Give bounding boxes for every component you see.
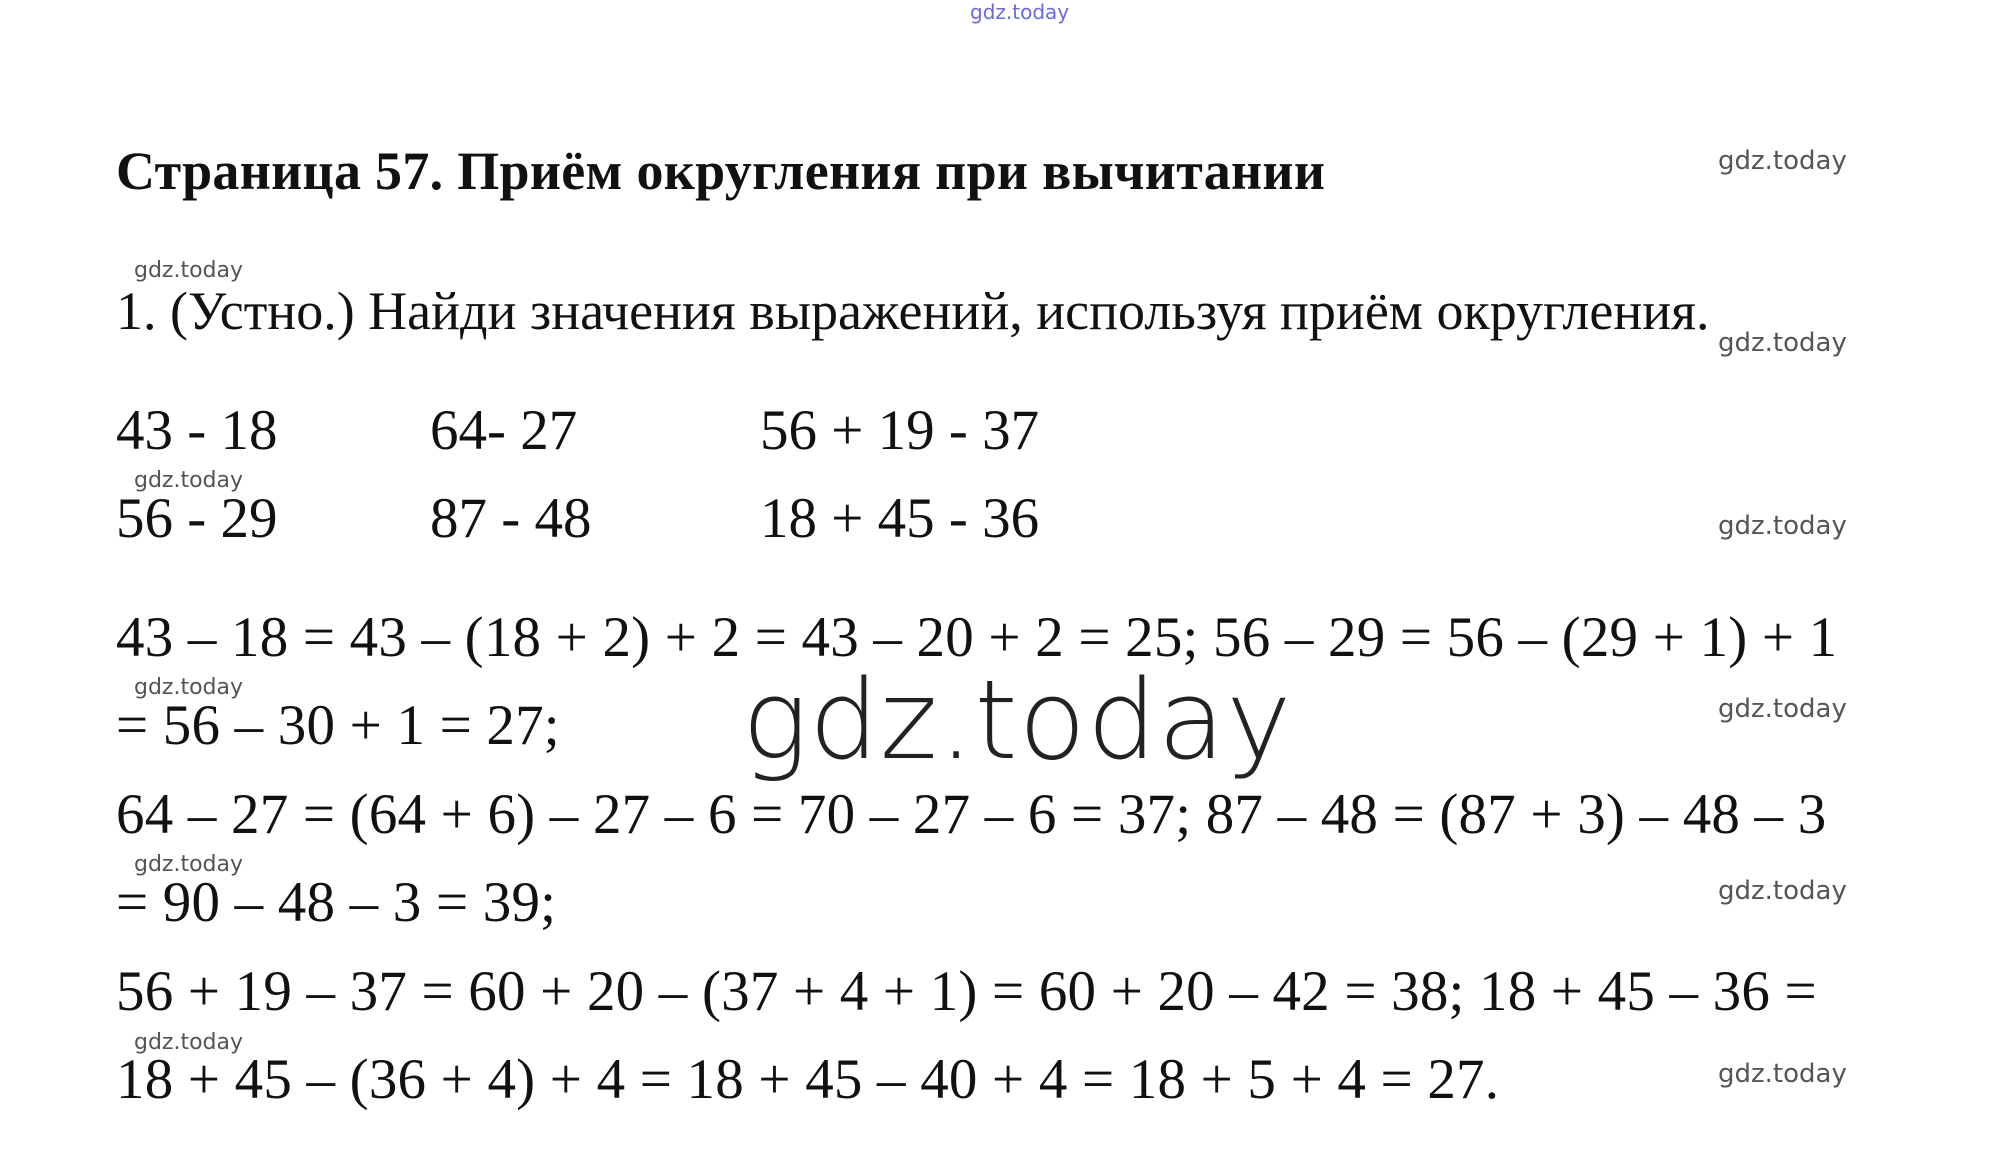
- expression-2-3: 18 + 45 - 36: [760, 487, 1040, 550]
- watermark-expr: gdz.today: [134, 468, 244, 493]
- solution-line-6: 18 + 45 – (36 + 4) + 4 = 18 + 45 – 40 + 4 = 18 + 5 + 4 = 27.: [116, 1048, 1500, 1111]
- solution-line-4: = 90 – 48 – 3 = 39;: [116, 871, 557, 934]
- solution-line-1: 43 – 18 = 43 – (18 + 2) + 2 = 43 – 20 + 2 = 25; 56 – 29 = 56 – (29 + 1) + 1: [116, 606, 1838, 669]
- watermark-title: gdz.today: [1718, 146, 1847, 176]
- watermark-sol-2-side: gdz.today: [1718, 876, 1847, 906]
- expression-1-3: 56 + 19 - 37: [760, 399, 1040, 462]
- solution-line-2: = 56 – 30 + 1 = 27;: [116, 694, 560, 757]
- watermark-task-side: gdz.today: [1718, 328, 1847, 358]
- watermark-sol-3-side: gdz.today: [1718, 1059, 1847, 1089]
- watermark-center: gdz.today: [742, 656, 1293, 784]
- page-title: Страница 57. Приём округления при вычитании: [116, 141, 1326, 201]
- expression-2-2: 87 - 48: [430, 487, 592, 550]
- task-text: 1. (Устно.) Найди значения выражений, используя приём округления.: [116, 281, 1710, 341]
- solution-line-3: 64 – 27 = (64 + 6) – 27 – 6 = 70 – 27 – 6 = 37; 87 – 48 = (87 + 3) – 48 – 3: [116, 783, 1827, 846]
- watermark-expr-side: gdz.today: [1718, 511, 1847, 541]
- watermark-task: gdz.today: [134, 258, 244, 283]
- watermark-top: gdz.today: [970, 0, 1070, 24]
- expression-1-2: 64- 27: [430, 399, 578, 462]
- watermark-sol-1-side: gdz.today: [1718, 694, 1847, 724]
- solution-line-5: 56 + 19 – 37 = 60 + 20 – (37 + 4 + 1) = 60 + 20 – 42 = 38; 18 + 45 – 36 =: [116, 960, 1817, 1023]
- expression-1-1: 43 - 18: [116, 399, 278, 462]
- watermark-sol-2: gdz.today: [134, 852, 244, 877]
- watermark-sol-1: gdz.today: [134, 675, 244, 700]
- expression-2-1: 56 - 29: [116, 487, 278, 550]
- watermark-sol-3: gdz.today: [134, 1030, 244, 1055]
